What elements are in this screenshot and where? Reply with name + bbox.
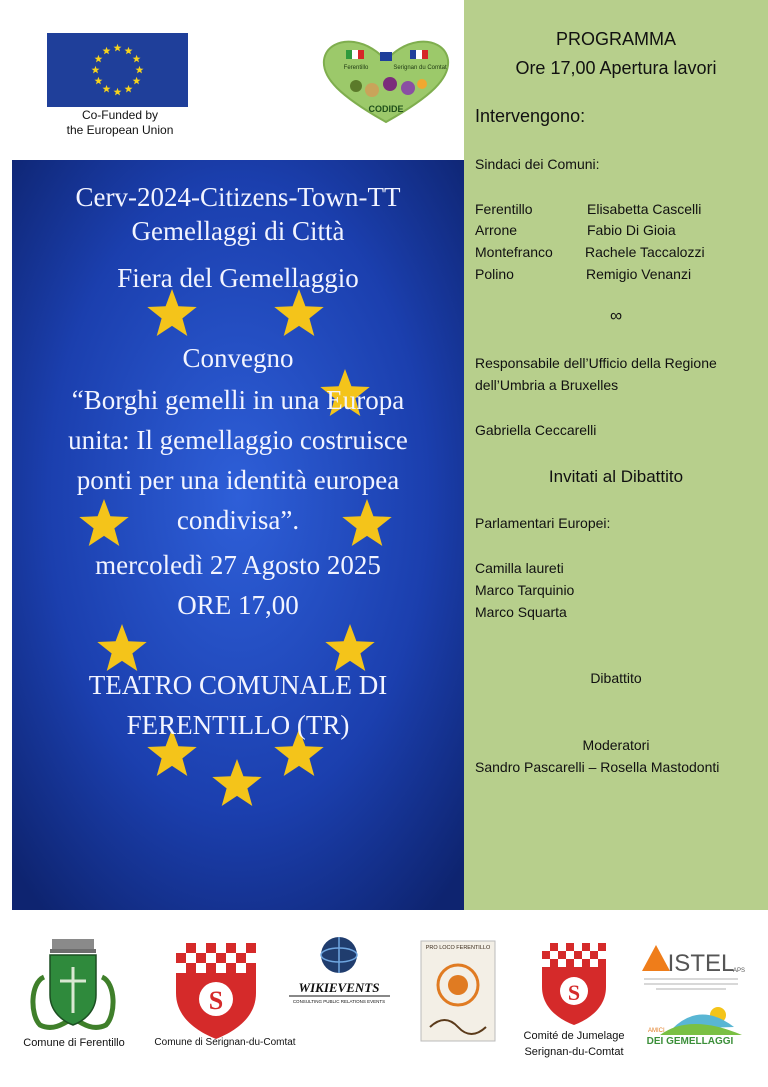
shield-checker bbox=[176, 943, 186, 953]
heart-left-label: Ferentillo bbox=[343, 65, 369, 71]
program-heading: PROGRAMMA bbox=[555, 29, 676, 49]
shield-checker bbox=[582, 951, 590, 959]
pro-loco-logo bbox=[421, 941, 495, 1041]
poster-subtitle-line-3: ponti per una identità europea bbox=[76, 465, 400, 495]
poster-title-line-3: Fiera del Gemellaggio bbox=[117, 263, 359, 293]
poster-venue-line-1: TEATRO COMUNALE DI bbox=[88, 670, 388, 700]
jumelage-caption-line-1: Comité de Jumelage bbox=[523, 1030, 625, 1042]
moderators-heading: Moderatori bbox=[582, 737, 650, 753]
shield-checker bbox=[236, 943, 246, 953]
svg-text:S: S bbox=[208, 986, 224, 1015]
shield-checker bbox=[226, 953, 236, 963]
shield-checker bbox=[542, 943, 550, 951]
heart-right-label: Serignan du Comtat bbox=[393, 65, 447, 71]
shield-checker bbox=[246, 953, 256, 963]
poster-date: mercoledì 27 Agosto 2025 bbox=[95, 550, 381, 580]
mayors-heading: Sindaci dei Comuni: bbox=[475, 156, 600, 172]
amici-line-2: DEI GEMELLAGGI bbox=[646, 1036, 734, 1047]
shield-checker bbox=[216, 963, 226, 973]
separator-symbol: ∞ bbox=[609, 306, 623, 325]
mayor-name-1: Elisabetta Cascelli bbox=[587, 201, 702, 217]
shield-checker bbox=[196, 963, 206, 973]
shield-checker bbox=[206, 953, 216, 963]
mayor-town-1: Ferentillo bbox=[475, 201, 533, 217]
shield-checker bbox=[176, 963, 186, 973]
wikievents-logo bbox=[289, 937, 390, 1004]
poster-title-line-1: Cerv-2024-Citizens-Town-TT bbox=[75, 182, 401, 212]
mayor-name-4: Remigio Venanzi bbox=[586, 266, 692, 282]
shield-checker bbox=[590, 943, 598, 951]
ferentillo-caption: Comune di Ferentillo bbox=[23, 1037, 125, 1049]
amici-gemellaggi-logo bbox=[647, 1007, 742, 1047]
speakers-heading: Intervengono: bbox=[475, 106, 586, 126]
ferentillo-coat-of-arms bbox=[33, 939, 113, 1027]
shield-checker bbox=[186, 953, 196, 963]
shield-checker bbox=[196, 943, 206, 953]
poster-event-type: Convegno bbox=[182, 343, 294, 373]
mayor-town-4: Polino bbox=[475, 266, 514, 282]
office-line-2: dell’Umbria a Bruxelles bbox=[475, 377, 619, 393]
jumelage-caption-line-2: Serignan-du-Comtat bbox=[524, 1046, 624, 1058]
serignan-shield bbox=[176, 943, 256, 1039]
wikievents-tagline: CONSULTING PUBLIC RELATIONS EVENTS bbox=[292, 999, 386, 1004]
partner-logos-strip bbox=[0, 915, 768, 1087]
aistel-name: ISTEL bbox=[667, 950, 735, 977]
mep-3: Marco Squarta bbox=[475, 604, 567, 620]
office-person: Gabriella Ceccarelli bbox=[475, 422, 597, 438]
aistel-suffix: APS bbox=[733, 968, 746, 974]
meps-heading: Parlamentari Europei: bbox=[475, 515, 611, 531]
shield-checker bbox=[542, 959, 550, 967]
shield-checker bbox=[236, 963, 246, 973]
debate-label: Dibattito bbox=[590, 670, 642, 686]
amici-line-1: AMICI bbox=[648, 1028, 665, 1034]
shield-checker bbox=[574, 943, 582, 951]
program-opening: Ore 17,00 Apertura lavori bbox=[515, 58, 717, 78]
aistel-logo bbox=[642, 945, 745, 989]
shield-checker bbox=[550, 951, 558, 959]
poster-venue-line-2: FERENTILLO (TR) bbox=[126, 710, 350, 740]
shield-checker bbox=[566, 951, 574, 959]
poster-title-line-2: Gemellaggi di Città bbox=[131, 216, 345, 246]
mayor-name-2: Fabio Di Gioia bbox=[587, 222, 676, 238]
mep-2: Marco Tarquinio bbox=[475, 582, 575, 598]
mayor-name-3: Rachele Taccalozzi bbox=[585, 244, 705, 260]
moderators-names: Sandro Pascarelli – Rosella Mastodonti bbox=[475, 759, 720, 775]
svg-text:S: S bbox=[567, 980, 581, 1005]
mayor-town-3: Montefranco bbox=[475, 244, 553, 260]
poster-subtitle-line-4: condivisa”. bbox=[176, 505, 300, 535]
guests-heading: Invitati al Dibattito bbox=[548, 467, 684, 486]
wikievents-name: WIKIEVENTS bbox=[298, 980, 380, 995]
shield-checker bbox=[574, 959, 582, 967]
mayor-town-2: Arrone bbox=[475, 222, 518, 238]
poster-subtitle-line-2: unita: Il gemellaggio costruisce bbox=[68, 425, 408, 455]
eu-flag-logo bbox=[47, 33, 188, 107]
eu-cofunded-caption bbox=[40, 108, 200, 138]
codide-heart-logo bbox=[320, 38, 452, 124]
eu-caption-line-2: the European Union bbox=[66, 123, 174, 137]
shield-checker bbox=[558, 943, 566, 951]
office-line-1: Responsabile dell’Ufficio della Regione bbox=[475, 355, 717, 371]
poster-subtitle-line-1: “Borghi gemelli in una Europa bbox=[71, 385, 405, 415]
shield-checker bbox=[216, 943, 226, 953]
jumelage-shield bbox=[542, 943, 606, 1025]
pro-loco-name: PRO LOCO FERENTILLO bbox=[425, 945, 491, 951]
mep-1: Camilla laureti bbox=[475, 560, 564, 576]
poster-time: ORE 17,00 bbox=[177, 590, 299, 620]
serignan-caption: Comune di Serignan-du-Comtat bbox=[154, 1037, 296, 1048]
shield-checker bbox=[598, 951, 606, 959]
shield-checker bbox=[590, 959, 598, 967]
shield-checker bbox=[558, 959, 566, 967]
eu-caption-line-1: Co-Funded by bbox=[81, 108, 159, 122]
heart-logo-name: CODIDE bbox=[368, 104, 404, 114]
